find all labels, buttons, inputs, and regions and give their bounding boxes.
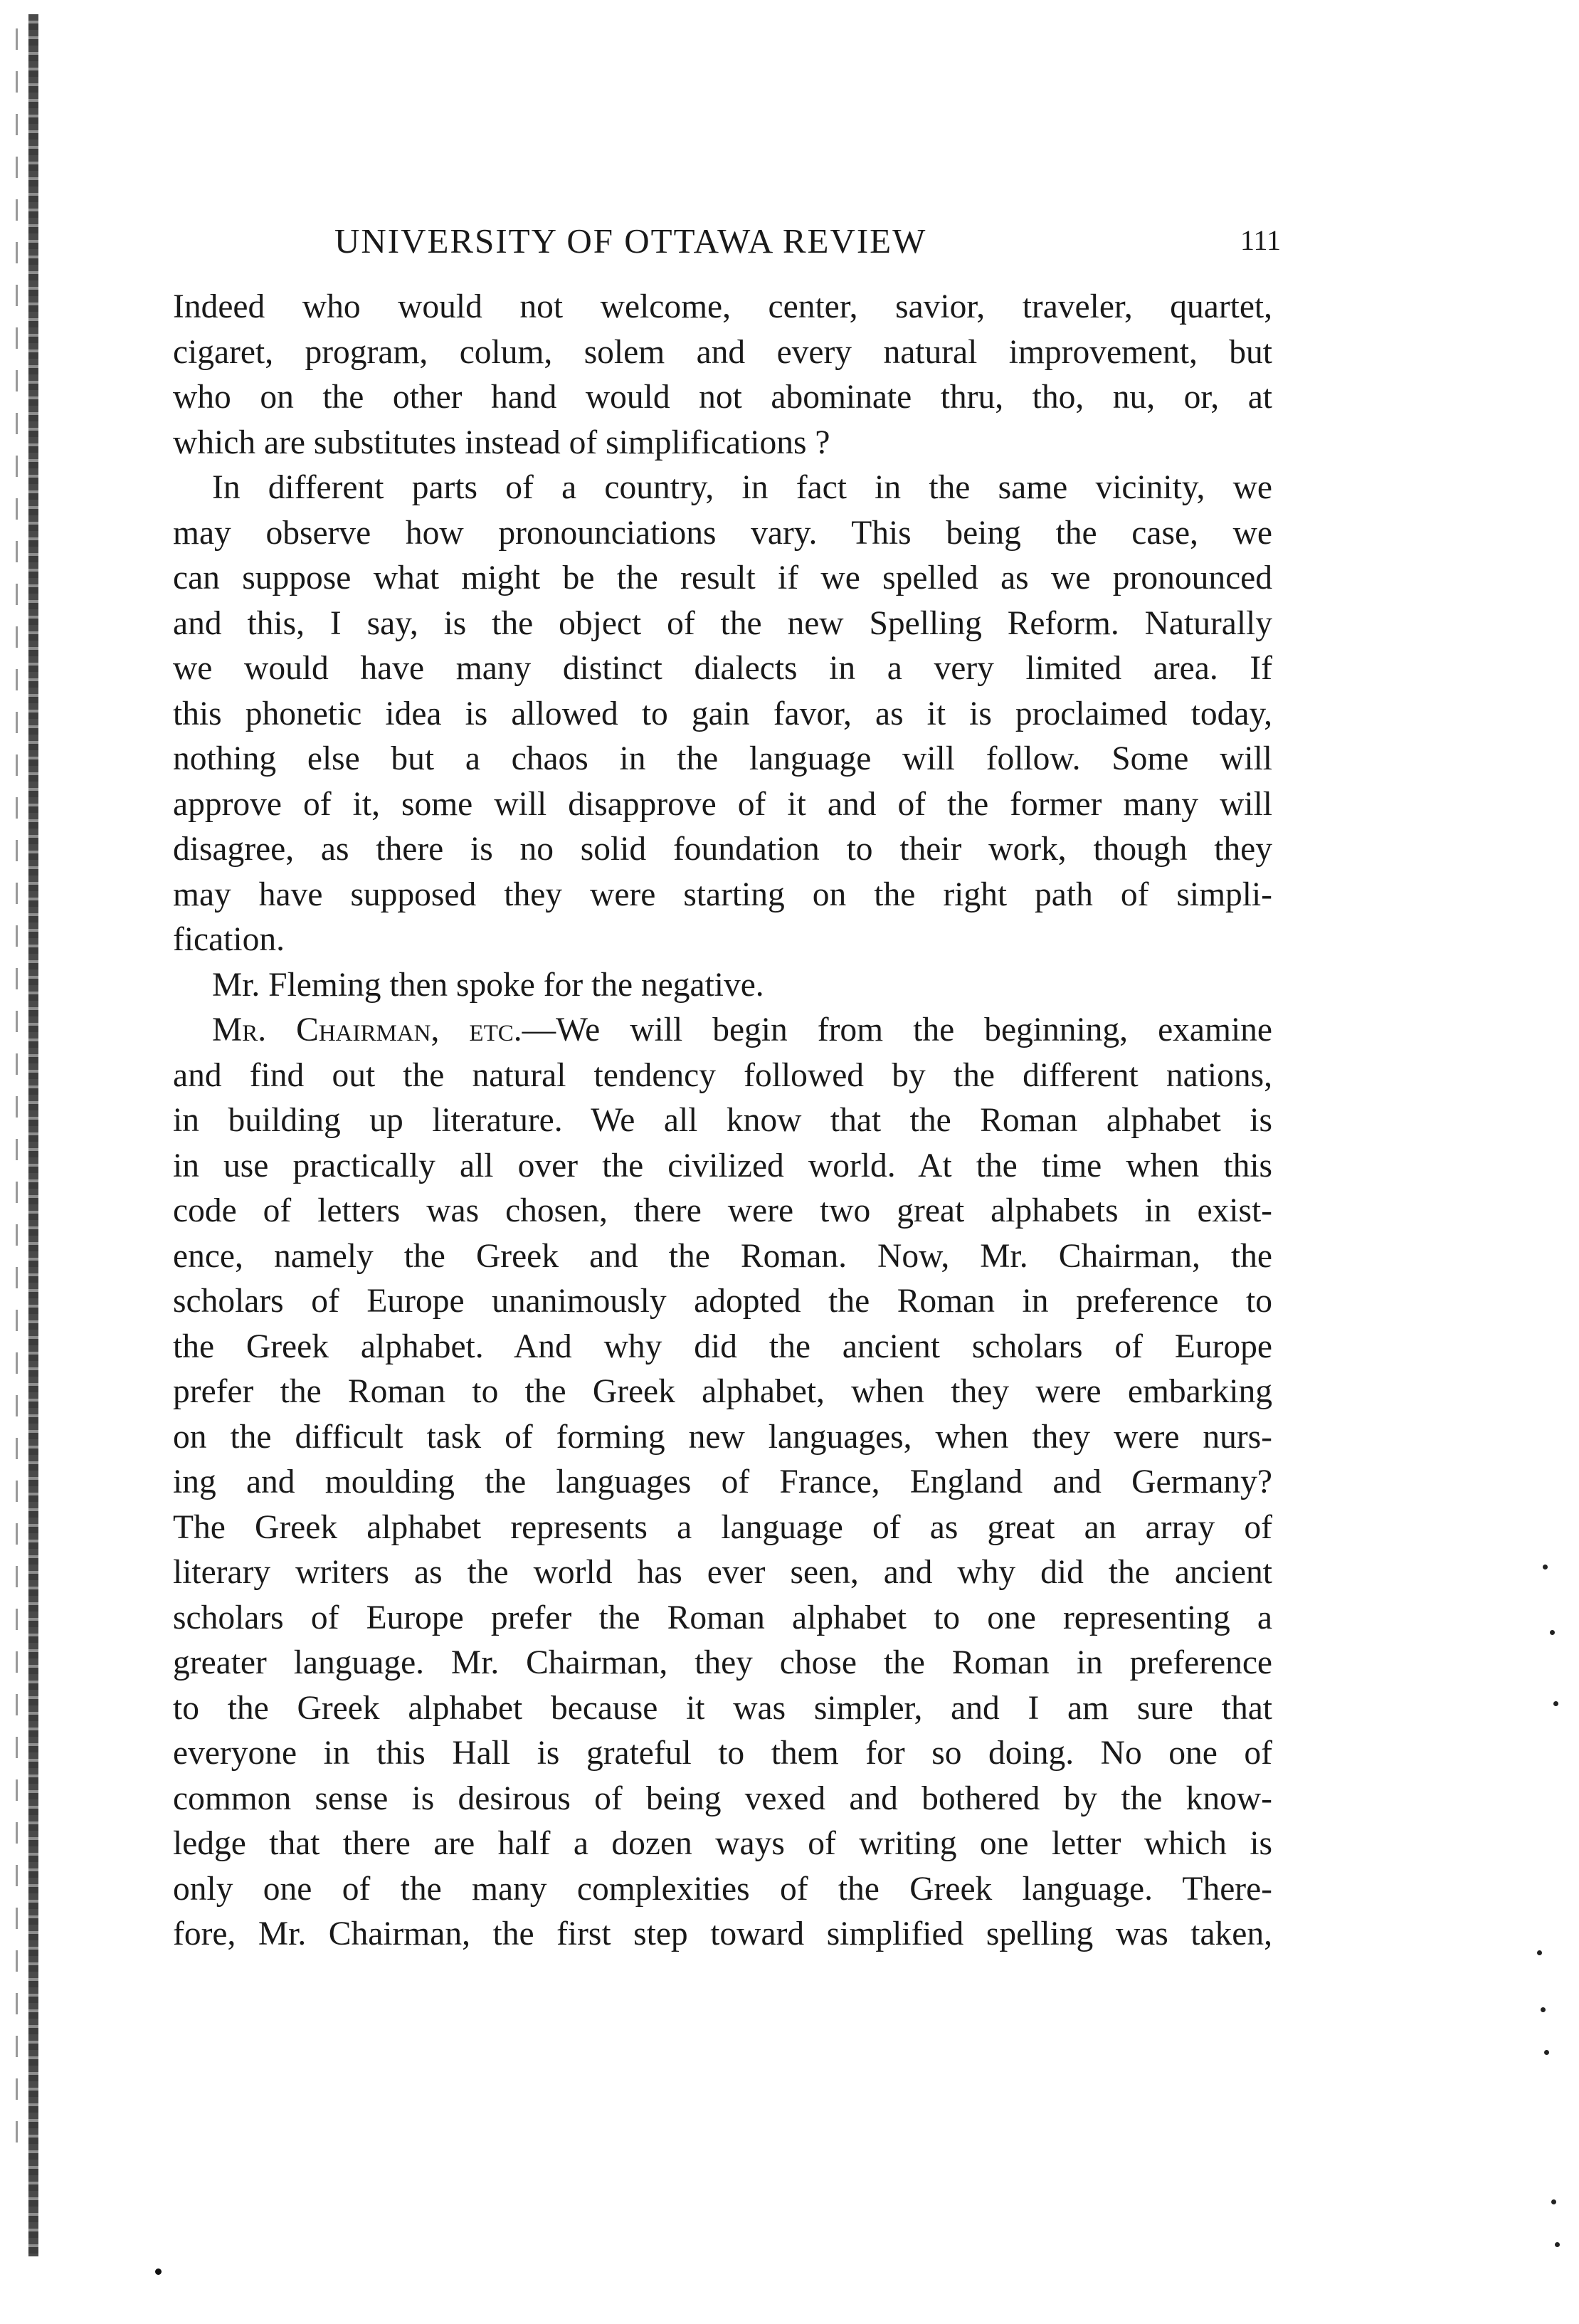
text-line: Mr. Fleming then spoke for the negative. — [212, 966, 764, 1004]
text-line: Indeed who would not welcome, center, savior, traveler, quartet, — [173, 288, 1272, 325]
text-line: in building up literature. We all know that the Roman alphabet is — [173, 1102, 1272, 1139]
text-line: who on the other hand would not abominate thru, tho, nu, or, at — [173, 379, 1272, 416]
text-line: cigaret, program, colum, solem and every natural improvement, but — [173, 333, 1272, 371]
text-line: literary writers as the world has ever seen, and why did the ancient — [173, 1554, 1272, 1591]
scan-speck — [1537, 1950, 1542, 1955]
scan-speck — [1543, 1565, 1548, 1570]
text-line: this phonetic idea is allowed to gain favor, as it is proclaimed today, — [173, 695, 1272, 732]
running-header — [334, 221, 1281, 270]
text-line: —We will begin from the beginning, examine — [522, 1011, 1272, 1048]
text-line: the Greek alphabet. And why did the ancient scholars of Europe — [173, 1327, 1272, 1365]
text-line: to the Greek alphabet because it was simpler, and I am sure that — [173, 1689, 1272, 1727]
text-line: scholars of Europe unanimously adopted the Roman in preference to — [173, 1283, 1272, 1320]
text-line: fication. — [173, 921, 285, 958]
text-line: prefer the Roman to the Greek alphabet, when they were embarking — [173, 1373, 1272, 1410]
scan-speck — [1544, 2050, 1549, 2055]
page-binding-edge — [28, 14, 38, 2256]
text-line: in use practically all over the civilized world. At the time when this — [173, 1147, 1272, 1184]
scan-speck — [1541, 2007, 1546, 2012]
text-line: nothing else but a chaos in the language will follow. Some will — [173, 740, 1272, 777]
text-line: and find out the natural tendency followed by the different nations, — [173, 1056, 1272, 1094]
text-line: disagree, as there is no solid foundation to their work, though they — [173, 831, 1272, 868]
text-line: may have supposed they were starting on the right path of simpli- — [173, 876, 1272, 913]
text-line: greater language. Mr. Chairman, they chose the Roman in preference — [173, 1644, 1272, 1681]
body-text — [173, 285, 1272, 1957]
journal-title: UNIVERSITY OF OTTAWA REVIEW — [334, 221, 927, 261]
scan-speck — [1550, 1630, 1555, 1635]
text-line: which are substitutes instead of simplifications ? — [173, 424, 830, 461]
text-line: common sense is desirous of being vexed and bothered by the know- — [173, 1779, 1272, 1817]
text-line: can suppose what might be the result if we spelled as we pronounced — [173, 559, 1272, 596]
page-number: 111 — [1240, 224, 1281, 256]
text-line: In different parts of a country, in fact in the same vicinity, we — [212, 469, 1272, 506]
page-binding-shadow — [16, 28, 18, 2164]
text-line: ledge that there are half a dozen ways of writing one letter which is — [173, 1825, 1272, 1862]
text-line: everyone in this Hall is grateful to them for so doing. No one of — [173, 1735, 1272, 1772]
text-line: The Greek alphabet represents a language of as great an array of — [173, 1508, 1272, 1546]
scan-speck — [1553, 1701, 1558, 1706]
text-line: ing and moulding the languages of France, England and Germany? — [173, 1463, 1272, 1500]
salutation: Mr. Chairman, etc. — [212, 1011, 522, 1048]
text-line: and this, I say, is the object of the new Spelling Reform. Naturally — [173, 604, 1272, 642]
text-line: we would have many distinct dialects in a very limited area. If — [173, 650, 1272, 687]
speech-opening-line — [173, 1008, 1272, 1053]
text-line: on the difficult task of forming new languages, when they were nurs- — [173, 1418, 1272, 1456]
text-line: ence, namely the Greek and the Roman. Now, Mr. Chairman, the — [173, 1237, 1272, 1275]
scan-speck — [1551, 2199, 1556, 2204]
text-line: may observe how pronounciations vary. This being the case, we — [173, 514, 1272, 552]
text-line: approve of it, some will disapprove of it and of the former many will — [173, 785, 1272, 823]
text-line: only one of the many complexities of the Greek language. There- — [173, 1870, 1272, 1908]
text-line: fore, Mr. Chairman, the first step toward simplified spelling was taken, — [173, 1915, 1272, 1952]
margin-mark — [155, 2268, 162, 2275]
scan-speck — [1555, 2242, 1560, 2247]
text-line: code of letters was chosen, there were two great alphabets in exist- — [173, 1192, 1272, 1229]
text-line: scholars of Europe prefer the Roman alphabet to one representing a — [173, 1599, 1272, 1636]
